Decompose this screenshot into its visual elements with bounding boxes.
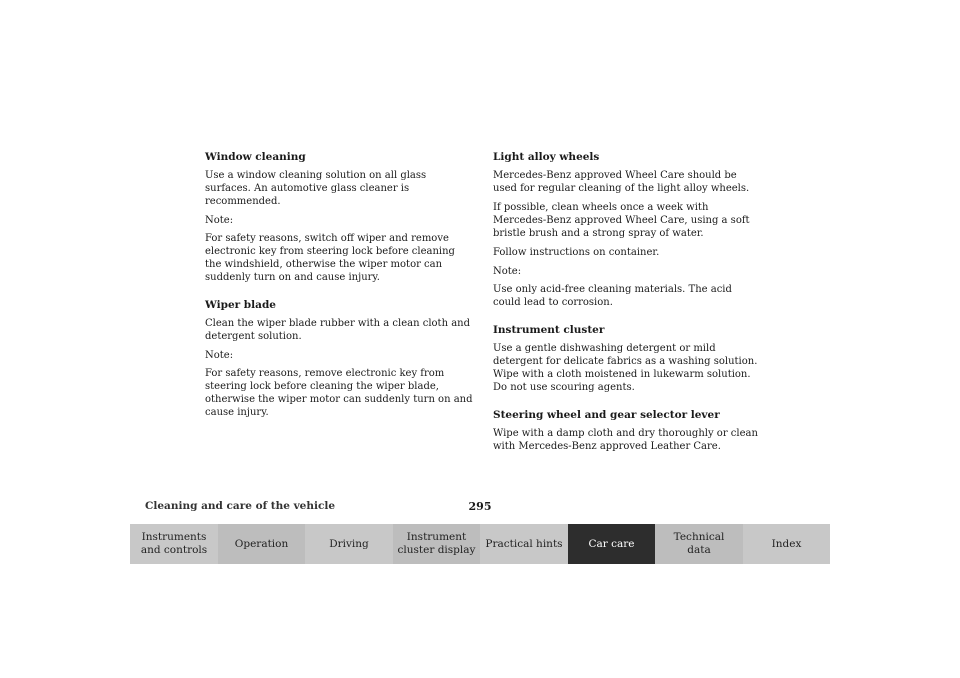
tab-practical-hints[interactable]: [480, 524, 568, 564]
tab-instruments-and-controls[interactable]: [130, 524, 218, 564]
window-cleaning-heading: Window cleaning: [205, 151, 306, 163]
steering-wheel-text: Wipe with a damp cloth and dry thoroughly or clean with Mercedes-Benz approved Leather Care.: [493, 428, 758, 452]
window-cleaning-section: [205, 150, 473, 284]
tab-label: Car care: [588, 537, 635, 550]
tab-technical-data[interactable]: [655, 524, 743, 564]
window-cleaning-text: Use a window cleaning solution on all glass surfaces. An automotive glass cleaner is recommended.: [205, 170, 427, 207]
tab-operation[interactable]: [218, 524, 305, 564]
tab-label: Instrument cluster display: [397, 531, 476, 556]
light-alloy-wheels-text-2: If possible, clean wheels once a week with Mercedes-Benz approved Wheel Care, using a soft bristle brush and a strong spray of water.: [493, 202, 750, 239]
tab-instrument-cluster-display[interactable]: [393, 524, 480, 564]
chapter-nav-bar: [130, 524, 830, 564]
steering-wheel-heading: Steering wheel and gear selector lever: [493, 409, 720, 421]
tab-driving[interactable]: [305, 524, 393, 564]
wiper-blade-text: Clean the wiper blade rubber with a clean cloth and detergent solution.: [205, 318, 470, 342]
section-title: Cleaning and care of the vehicle: [145, 500, 336, 512]
instrument-cluster-text: Use a gentle dishwashing detergent or mild detergent for delicate fabrics as a washing solution. Wipe with a cloth moistened in lukewarm solution. Do not use scouring agents.: [493, 343, 758, 393]
tab-label: Operation: [234, 537, 289, 550]
light-alloy-wheels-note-text: Use only acid-free cleaning materials. The acid could lead to corrosion.: [493, 284, 732, 308]
right-column: [493, 150, 761, 467]
wiper-blade-note-label: Note:: [205, 350, 234, 361]
tab-label: Instruments and controls: [140, 531, 208, 556]
light-alloy-wheels-heading: Light alloy wheels: [493, 151, 600, 163]
light-alloy-wheels-text-1: Mercedes-Benz approved Wheel Care should be used for regular cleaning of the light alloy wheels.: [493, 170, 750, 194]
window-cleaning-note-text: For safety reasons, switch off wiper and remove electronic key from steering lock before cleaning the windshield, otherwise the wiper motor can suddenly turn on and cause injury.: [205, 233, 455, 283]
wiper-blade-note-text: For safety reasons, remove electronic key from steering lock before cleaning the wiper blade, otherwise the wiper motor can suddenly turn on and cause injury.: [205, 368, 473, 418]
instrument-cluster-heading: Instrument cluster: [493, 324, 605, 336]
light-alloy-wheels-text-3: Follow instructions on container.: [493, 247, 660, 258]
tab-car-care[interactable]: [568, 524, 655, 564]
light-alloy-wheels-note-label: Note:: [493, 266, 522, 277]
tab-label: Technical data: [673, 531, 725, 556]
steering-wheel-section: [493, 408, 761, 453]
window-cleaning-note-label: Note:: [205, 215, 234, 226]
tab-label: Practical hints: [485, 537, 563, 550]
wiper-blade-section: [205, 298, 473, 419]
tab-label: Index: [771, 537, 802, 550]
instrument-cluster-section: [493, 323, 761, 394]
wiper-blade-heading: Wiper blade: [205, 299, 276, 311]
page-footer-header: [0, 500, 960, 516]
page-number: 295: [468, 500, 492, 513]
tab-index[interactable]: [743, 524, 830, 564]
tab-label: Driving: [329, 537, 369, 550]
left-column: [205, 150, 473, 433]
light-alloy-wheels-section: [493, 150, 761, 309]
